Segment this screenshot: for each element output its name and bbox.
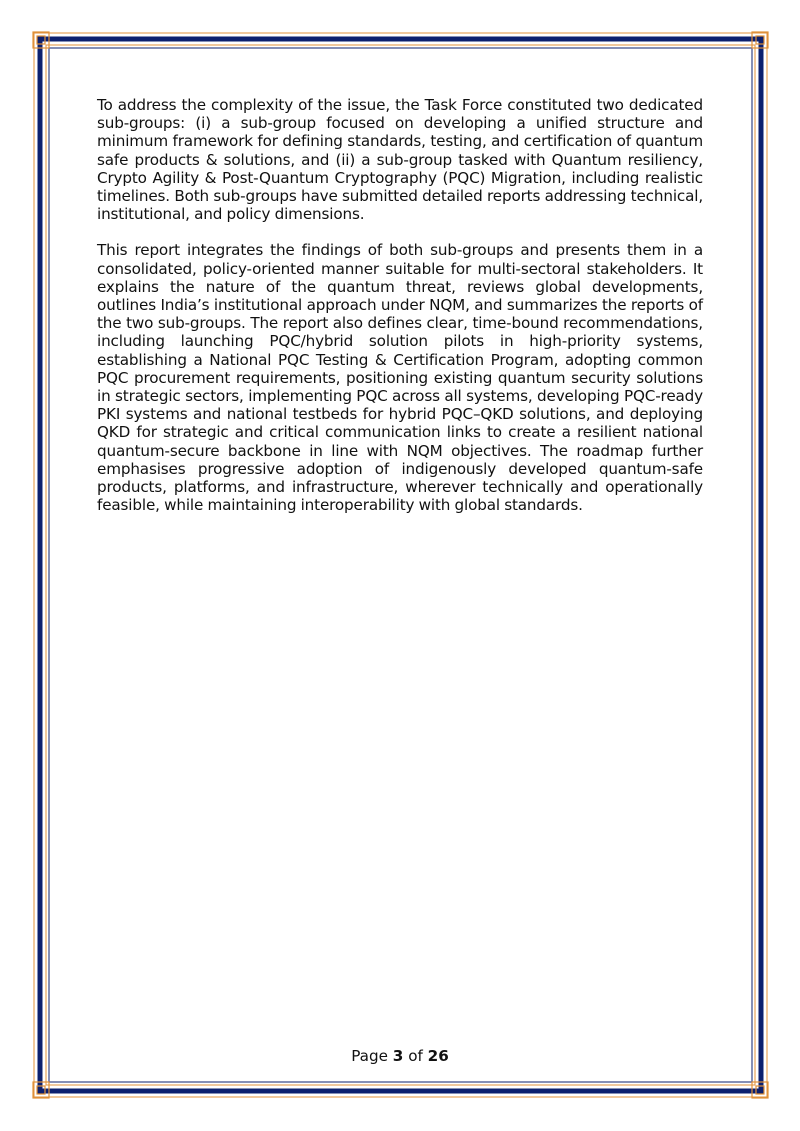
page-total: 26	[427, 1047, 449, 1065]
paragraph-subgroups: To address the complexity of the issue, the Task Force constituted two dedicated sub-groups: (i) a sub-group focused on developing a unified structure and minimum framework for defining standards, testing, and certification of quantum safe products & solutions, and (ii) a sub-group tasked with Quantum resiliency, Crypto Agility & Post-Quantum Cryptography (PQC) Migration, including realistic timelines. Both sub-groups have submitted detailed reports addressing technical, institutional, and policy dimensions.	[97, 96, 703, 224]
page-word: Page	[351, 1047, 388, 1065]
page-of: of	[408, 1047, 423, 1065]
body-text	[97, 96, 703, 532]
page-current: 3	[392, 1047, 404, 1065]
paragraph-report-summary: This report integrates the findings of both sub-groups and presents them in a consolidated, policy-oriented manner suitable for multi-sectoral stakeholders. It explains the nature of the quantum threat, reviews global developments, outlines India’s institutional approach under NQM, and summarizes the reports of the two sub-groups. The report also defines clear, time-bound recommendations, including launching PQC/hybrid solution pilots in high-priority systems, establishing a National PQC Testing & Certification Program, adopting common PQC procurement requirements, positioning existing quantum security solutions in strategic sectors, implementing PQC across all systems, developing PQC-ready PKI systems and national testbeds for hybrid PQC–QKD solutions, and deploying QKD for strategic and critical communication links to create a resilient national quantum-secure backbone in line with NQM objectives. The roadmap further emphasises progressive adoption of indigenously developed quantum-safe products, platforms, and infrastructure, wherever technically and operationally feasible, while maintaining interoperability with global standards.	[97, 241, 703, 515]
page-number	[0, 1047, 800, 1065]
